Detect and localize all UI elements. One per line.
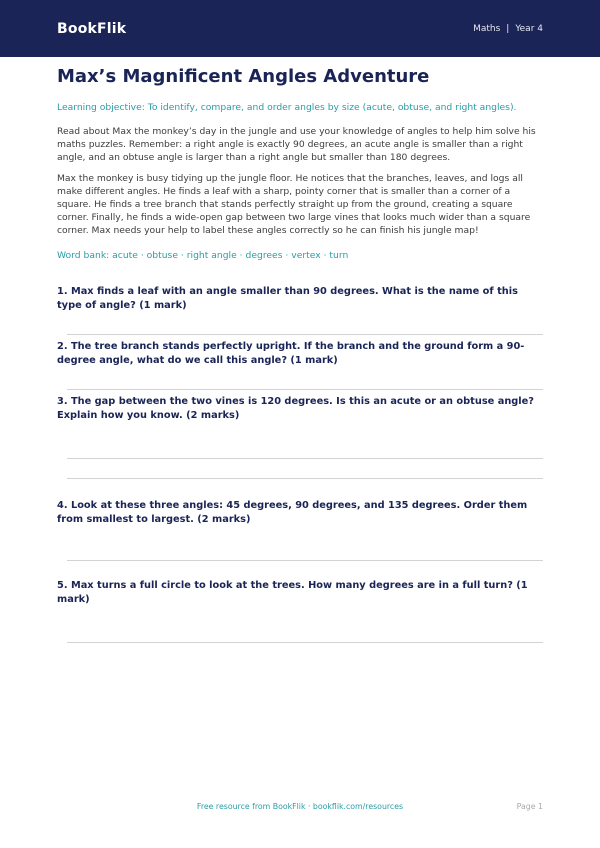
- answer-line[interactable]: [67, 459, 543, 479]
- question-5: [57, 579, 543, 643]
- word-bank: Word bank: acute · obtuse · right angle · degrees · vertex · turn: [57, 250, 349, 261]
- question-2-text: 2. The tree branch stands perfectly upright. If the branch and the ground form a 90-degree angle, what do we call this angle? (1 mark): [57, 341, 525, 366]
- footer-credit-link[interactable]: Free resource from BookFlik · bookflik.com/resources: [196, 802, 404, 811]
- question-2: [57, 340, 543, 390]
- question-3-text: 3. The gap between the two vines is 120 degrees. Is this an acute or an obtuse angle? Explain how you know. (2 marks): [57, 396, 534, 421]
- header-separator: |: [506, 23, 510, 34]
- answer-line[interactable]: [67, 527, 543, 561]
- question-1: [57, 285, 543, 335]
- page-footer: [0, 802, 600, 814]
- worksheet-content: [57, 66, 543, 643]
- page-number: Page 1: [516, 802, 543, 811]
- subject-year-label: [473, 24, 543, 34]
- question-5-text: 5. Max turns a full circle to look at the trees. How many degrees are in a full turn? (1 mark): [57, 580, 528, 605]
- question-4-text: 4. Look at these three angles: 45 degrees, 90 degrees, and 135 degrees. Order them from smallest to largest. (2 marks): [57, 500, 528, 525]
- brand-logo: BookFlik: [57, 20, 127, 37]
- year-label: Year 4: [515, 23, 543, 34]
- subject-label: Maths: [473, 23, 501, 34]
- question-3: [57, 395, 543, 479]
- question-4: [57, 499, 543, 561]
- answer-line[interactable]: [67, 313, 543, 335]
- answer-line[interactable]: [67, 423, 543, 459]
- answer-line[interactable]: [67, 607, 543, 643]
- learning-objective: Learning objective: To identify, compare, and order angles by size (acute, obtuse, and right angles).: [57, 102, 517, 113]
- page-title: Max’s Magnificent Angles Adventure: [57, 66, 430, 87]
- question-1-text: 1. Max finds a leaf with an angle smaller than 90 degrees. What is the name of this type of angle? (1 mark): [57, 286, 518, 311]
- story-paragraph: Max the monkey is busy tidying up the jungle floor. He notices that the branches, leaves, and logs all make different angles. He finds a leaf with a sharp, pointy corner that is smaller than a corner of a square. He finds a tree branch that stands perfectly straight up from the ground, creating a square corner. Finally, he finds a wide-open gap between two large vines that looks much wider than a square corner. Max needs your help to label these angles correctly so he can finish his jungle map!: [57, 173, 531, 236]
- intro-paragraph: Read about Max the monkey’s day in the jungle and use your knowledge of angles to help him solve his maths puzzles. Remember: a right angle is exactly 90 degrees, an acute angle is smaller than a right angle, and an obtuse angle is larger than a right angle but smaller than 180 degrees.: [57, 126, 536, 163]
- page-header: [0, 0, 600, 57]
- answer-line[interactable]: [67, 368, 543, 390]
